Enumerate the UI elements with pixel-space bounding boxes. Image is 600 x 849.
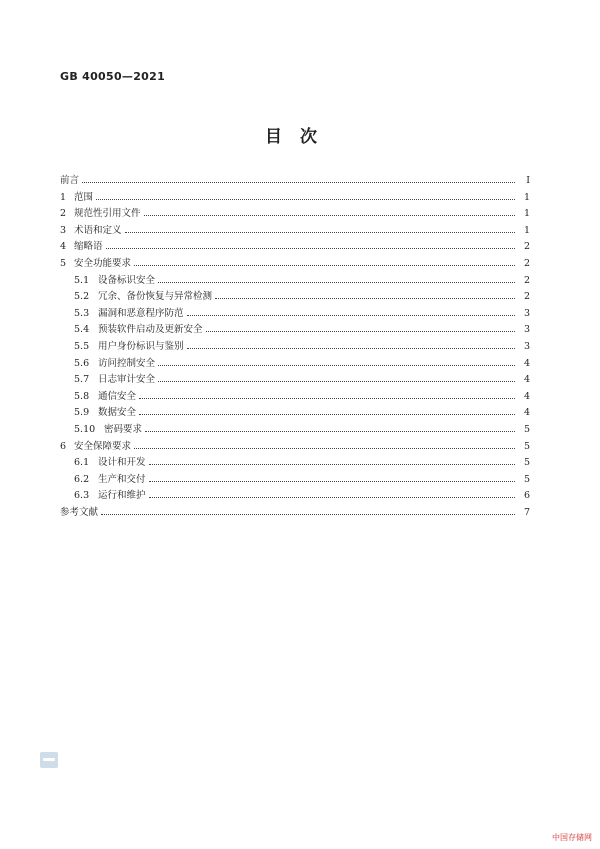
toc-entry-page: 2 <box>523 241 530 253</box>
dot-leader <box>158 282 515 283</box>
toc-entry-number: 5.4 <box>74 324 90 336</box>
dot-leader <box>145 431 515 432</box>
dot-leader <box>149 464 515 465</box>
toc-entry-page: 4 <box>523 374 530 386</box>
toc-entry[interactable] <box>60 255 530 272</box>
logo-badge-icon <box>40 752 58 768</box>
toc-entry-number: 5.7 <box>74 374 90 386</box>
toc-entry-number: 6.3 <box>74 490 90 502</box>
toc-entry-label: 前言 <box>60 175 80 186</box>
dot-leader <box>96 199 515 200</box>
dot-leader <box>82 182 515 183</box>
toc-entry-page: 3 <box>523 340 530 352</box>
table-of-contents <box>60 172 530 520</box>
toc-entry-label: 生产和交付 <box>98 473 146 485</box>
toc-entry[interactable] <box>60 205 530 222</box>
toc-entry-label: 参考文献 <box>60 506 99 518</box>
toc-entry-page: 2 <box>523 274 530 286</box>
toc-entry-page: 6 <box>523 490 530 502</box>
toc-entry-page: 1 <box>523 224 530 236</box>
toc-entry[interactable] <box>60 222 530 239</box>
toc-entry-number: 6.1 <box>74 457 90 469</box>
toc-entry-number: 5.6 <box>74 357 90 369</box>
toc-entry-label: 术语和定义 <box>74 224 122 236</box>
standard-code: GB 40050—2021 <box>60 70 166 83</box>
toc-entry-page: 7 <box>523 506 530 518</box>
toc-entry-page: 4 <box>523 407 530 419</box>
toc-entry-label: 运行和维护 <box>98 490 146 502</box>
toc-entry-number: 1 <box>60 191 67 203</box>
toc-entry[interactable] <box>60 355 530 372</box>
dot-leader <box>187 315 515 316</box>
toc-entry-label: 安全功能要求 <box>74 257 132 269</box>
dot-leader <box>144 215 515 216</box>
dot-leader <box>215 298 515 299</box>
toc-entry[interactable] <box>60 305 530 322</box>
toc-entry[interactable] <box>60 321 530 338</box>
toc-entry-label: 规范性引用文件 <box>74 208 141 220</box>
toc-entry-page: I <box>526 175 530 186</box>
toc-entry-number: 6.2 <box>74 473 90 485</box>
dot-leader <box>139 414 515 415</box>
toc-entry-number: 2 <box>60 208 67 220</box>
dot-leader <box>149 497 515 498</box>
dot-leader <box>139 398 515 399</box>
toc-entry-number: 5.2 <box>74 291 90 303</box>
toc-entry[interactable] <box>60 388 530 405</box>
toc-entry-label: 用户身份标识与鉴别 <box>98 340 184 352</box>
toc-entry-label: 漏洞和恶意程序防范 <box>98 307 184 319</box>
toc-entry-page: 1 <box>523 191 530 203</box>
toc-entry-page: 4 <box>523 390 530 402</box>
toc-entry[interactable] <box>60 238 530 255</box>
toc-entry-label: 设备标识安全 <box>98 274 156 286</box>
dot-leader <box>206 331 515 332</box>
toc-entry-number: 5.5 <box>74 340 90 352</box>
toc-entry-number: 5.3 <box>74 307 90 319</box>
toc-entry[interactable] <box>60 487 530 504</box>
toc-entry[interactable] <box>60 421 530 438</box>
dot-leader <box>134 265 515 266</box>
toc-entry-page: 3 <box>523 307 530 319</box>
dot-leader <box>187 348 515 349</box>
toc-entry-number: 5.8 <box>74 390 90 402</box>
toc-entry-page: 5 <box>523 473 530 485</box>
toc-entry-label: 数据安全 <box>98 407 137 419</box>
toc-entry-number: 4 <box>60 241 67 253</box>
toc-entry-page: 3 <box>523 324 530 336</box>
toc-entry-label: 缩略语 <box>74 241 103 253</box>
dot-leader <box>101 514 515 515</box>
toc-entry[interactable] <box>60 172 530 189</box>
toc-entry[interactable] <box>60 471 530 488</box>
dot-leader <box>125 232 515 233</box>
toc-entry-page: 5 <box>523 440 530 452</box>
toc-entry-number: 5 <box>60 257 67 269</box>
dot-leader <box>106 248 515 249</box>
dot-leader <box>158 365 515 366</box>
toc-entry[interactable] <box>60 189 530 206</box>
toc-entry-page: 4 <box>523 357 530 369</box>
dot-leader <box>149 481 515 482</box>
toc-entry-page: 5 <box>523 457 530 469</box>
toc-entry[interactable] <box>60 404 530 421</box>
toc-entry-page: 2 <box>523 257 530 269</box>
toc-entry-label: 范围 <box>74 191 94 203</box>
toc-entry-number: 5.9 <box>74 407 90 419</box>
toc-entry-label: 安全保障要求 <box>74 440 132 452</box>
toc-entry[interactable] <box>60 288 530 305</box>
toc-entry-number: 6 <box>60 440 67 452</box>
toc-entry-label: 设计和开发 <box>98 457 146 469</box>
toc-entry-label: 日志审计安全 <box>98 374 156 386</box>
toc-entry-number: 5.1 <box>74 274 90 286</box>
toc-entry-label: 访问控制安全 <box>98 357 156 369</box>
toc-entry-number: 5.10 <box>74 423 96 435</box>
toc-entry-number: 3 <box>60 224 67 236</box>
toc-entry[interactable] <box>60 272 530 289</box>
toc-entry[interactable] <box>60 438 530 455</box>
toc-entry[interactable] <box>60 454 530 471</box>
dot-leader <box>134 448 515 449</box>
toc-entry-label: 预装软件启动及更新安全 <box>98 324 203 336</box>
toc-entry-page: 5 <box>523 423 530 435</box>
page-title: 目次 <box>265 127 335 147</box>
toc-entry-label: 通信安全 <box>98 390 137 402</box>
watermark: 中国存储网 <box>552 833 592 842</box>
toc-entry-page: 1 <box>523 208 530 220</box>
toc-entry-label: 冗余、备份恢复与异常检测 <box>98 291 213 303</box>
toc-entry[interactable] <box>60 371 530 388</box>
dot-leader <box>158 381 515 382</box>
toc-entry[interactable] <box>60 338 530 355</box>
toc-entry[interactable] <box>60 504 530 521</box>
toc-entry-page: 2 <box>523 291 530 303</box>
toc-entry-label: 密码要求 <box>104 423 143 435</box>
